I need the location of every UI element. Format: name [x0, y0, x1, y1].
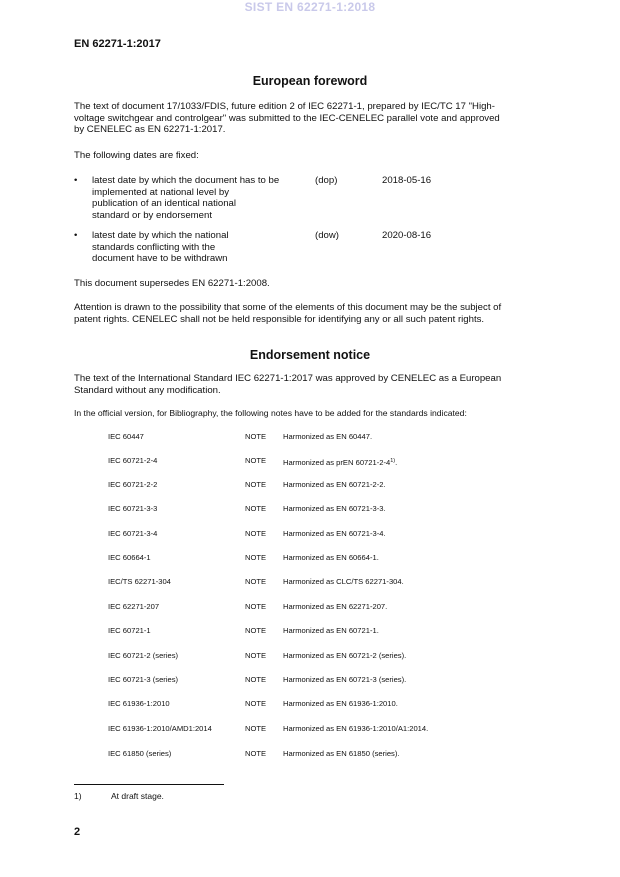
note-keyword: NOTE: [245, 675, 267, 684]
note-row: [108, 698, 548, 710]
date-item-date: 2020-08-16: [382, 230, 432, 241]
foreword-intro-line: by CENELEC as EN 62271-1:2017.: [74, 124, 226, 135]
endorsement-heading: Endorsement notice: [249, 348, 371, 362]
note-standard: IEC 60721-2-4: [108, 456, 158, 465]
note-text: Harmonized as EN 60721-3-3.: [283, 504, 386, 513]
patent-notice-line: Attention is drawn to the possibility that some of the elements of this document may be the subject of: [74, 302, 502, 313]
note-standard: IEC 60664-1: [108, 553, 151, 562]
note-keyword: NOTE: [245, 432, 267, 441]
endorsement-text: [74, 373, 548, 396]
note-keyword: NOTE: [245, 724, 267, 733]
note-standard: IEC 60721-3-4: [108, 529, 158, 538]
note-row: [108, 455, 548, 467]
note-row: [108, 748, 548, 760]
note-row: [108, 601, 548, 613]
note-text: Harmonized as CLC/TS 62271-304.: [283, 577, 404, 586]
note-text: Harmonized as EN 61850 (series).: [283, 749, 400, 758]
note-text: Harmonized as prEN 60721-2-4$^{1)}$.: [283, 458, 398, 467]
footnote-reference[interactable]: 1): [390, 458, 396, 464]
note-standard: IEC 61936-1:2010: [108, 699, 170, 708]
note-keyword: NOTE: [245, 529, 267, 538]
foreword-intro: [74, 101, 548, 136]
note-keyword: NOTE: [245, 749, 267, 758]
date-item-code: (dow): [315, 230, 339, 241]
note-standard: IEC/TS 62271-304: [108, 577, 171, 586]
note-keyword: NOTE: [245, 456, 267, 465]
note-standard: IEC 61936-1:2010/AMD1:2014: [108, 724, 212, 733]
note-text: Harmonized as EN 60721-3 (series).: [283, 675, 407, 684]
note-row: [108, 625, 548, 637]
note-row: [108, 431, 548, 443]
note-keyword: NOTE: [245, 577, 267, 586]
date-item-dop: [74, 175, 548, 223]
note-text: Harmonized as EN 61936-1:2010.: [283, 699, 398, 708]
note-standard: IEC 62271-207: [108, 602, 160, 611]
endorsement-text-line: The text of the International Standard IEC 62271-1:2017 was approved by CENELEC as a European: [74, 373, 502, 384]
page-number: 2: [74, 826, 81, 838]
note-keyword: NOTE: [245, 699, 267, 708]
note-row: [108, 723, 548, 735]
date-item-description: latest date by which the document has to be implemented at national level by publication of an identical national standard or by endorsement: [92, 175, 280, 221]
note-keyword: NOTE: [245, 480, 267, 489]
note-text: Harmonized as EN 61936-1:2010/A1:2014.: [283, 724, 429, 733]
note-row: [108, 503, 548, 515]
note-standard: IEC 60721-3 (series): [108, 675, 179, 684]
note-standard: IEC 60721-2-2: [108, 480, 158, 489]
note-text: Harmonized as EN 60447.: [283, 432, 373, 441]
note-text: Harmonized as EN 62271-207.: [283, 602, 388, 611]
note-keyword: NOTE: [245, 651, 267, 660]
foreword-heading: European foreword: [252, 74, 368, 88]
note-row: [108, 650, 548, 662]
note-text: Harmonized as EN 60721-2-2.: [283, 480, 386, 489]
patent-notice-line: patent rights. CENELEC shall not be held responsible for identifying any or all such patent rights.: [74, 313, 485, 325]
foreword-intro-line: The text of document 17/1033/FDIS, future edition 2 of IEC 62271-1, prepared by IEC/TC 17 "High-: [74, 101, 495, 112]
note-keyword: NOTE: [245, 602, 267, 611]
note-row: [108, 528, 548, 540]
note-standard: IEC 60721-2 (series): [108, 651, 179, 660]
note-row: [108, 552, 548, 564]
foreword-intro-line: voltage switchgear and controlgear" was submitted to the IEC-CENELEC parallel vote and approved: [74, 112, 500, 124]
note-row: [108, 479, 548, 491]
note-text: Harmonized as EN 60721-3-4.: [283, 529, 386, 538]
note-text: Harmonized as EN 60721-1.: [283, 626, 379, 635]
note-standard: IEC 61850 (series): [108, 749, 172, 758]
bullet-icon: •: [74, 230, 78, 241]
notes-intro: In the official version, for Bibliography, the following notes have to be added for the standards indicated:: [74, 408, 467, 418]
note-keyword: NOTE: [245, 553, 267, 562]
endorsement-text-line: Standard without any modification.: [74, 384, 221, 396]
note-text: Harmonized as EN 60721-2 (series).: [283, 651, 407, 660]
note-keyword: NOTE: [245, 626, 267, 635]
footnote-text: At draft stage.: [111, 791, 164, 801]
supersedes-text: This document supersedes EN 62271-1:2008.: [74, 278, 270, 289]
date-item-date: 2018-05-16: [382, 175, 432, 186]
patent-notice: [74, 302, 548, 325]
note-text: Harmonized as EN 60664-1.: [283, 553, 379, 562]
note-standard: IEC 60721-3-3: [108, 504, 158, 513]
note-keyword: NOTE: [245, 504, 267, 513]
date-item-description: latest date by which the national standards conflicting with the document have to be withdrawn: [92, 230, 229, 264]
note-row: [108, 576, 548, 588]
bullet-icon: •: [74, 175, 78, 186]
date-item-code: (dop): [315, 175, 338, 186]
note-standard: IEC 60721-1: [108, 626, 151, 635]
footnote-number: 1): [74, 791, 82, 801]
note-standard: IEC 60447: [108, 432, 144, 441]
note-row: [108, 674, 548, 686]
dates-intro: The following dates are fixed:: [74, 150, 199, 161]
watermark: SIST EN 62271-1:2018: [244, 0, 376, 14]
footnote-separator: [74, 784, 224, 785]
document-id: EN 62271-1:2017: [74, 38, 161, 50]
date-item-dow: [74, 230, 548, 266]
